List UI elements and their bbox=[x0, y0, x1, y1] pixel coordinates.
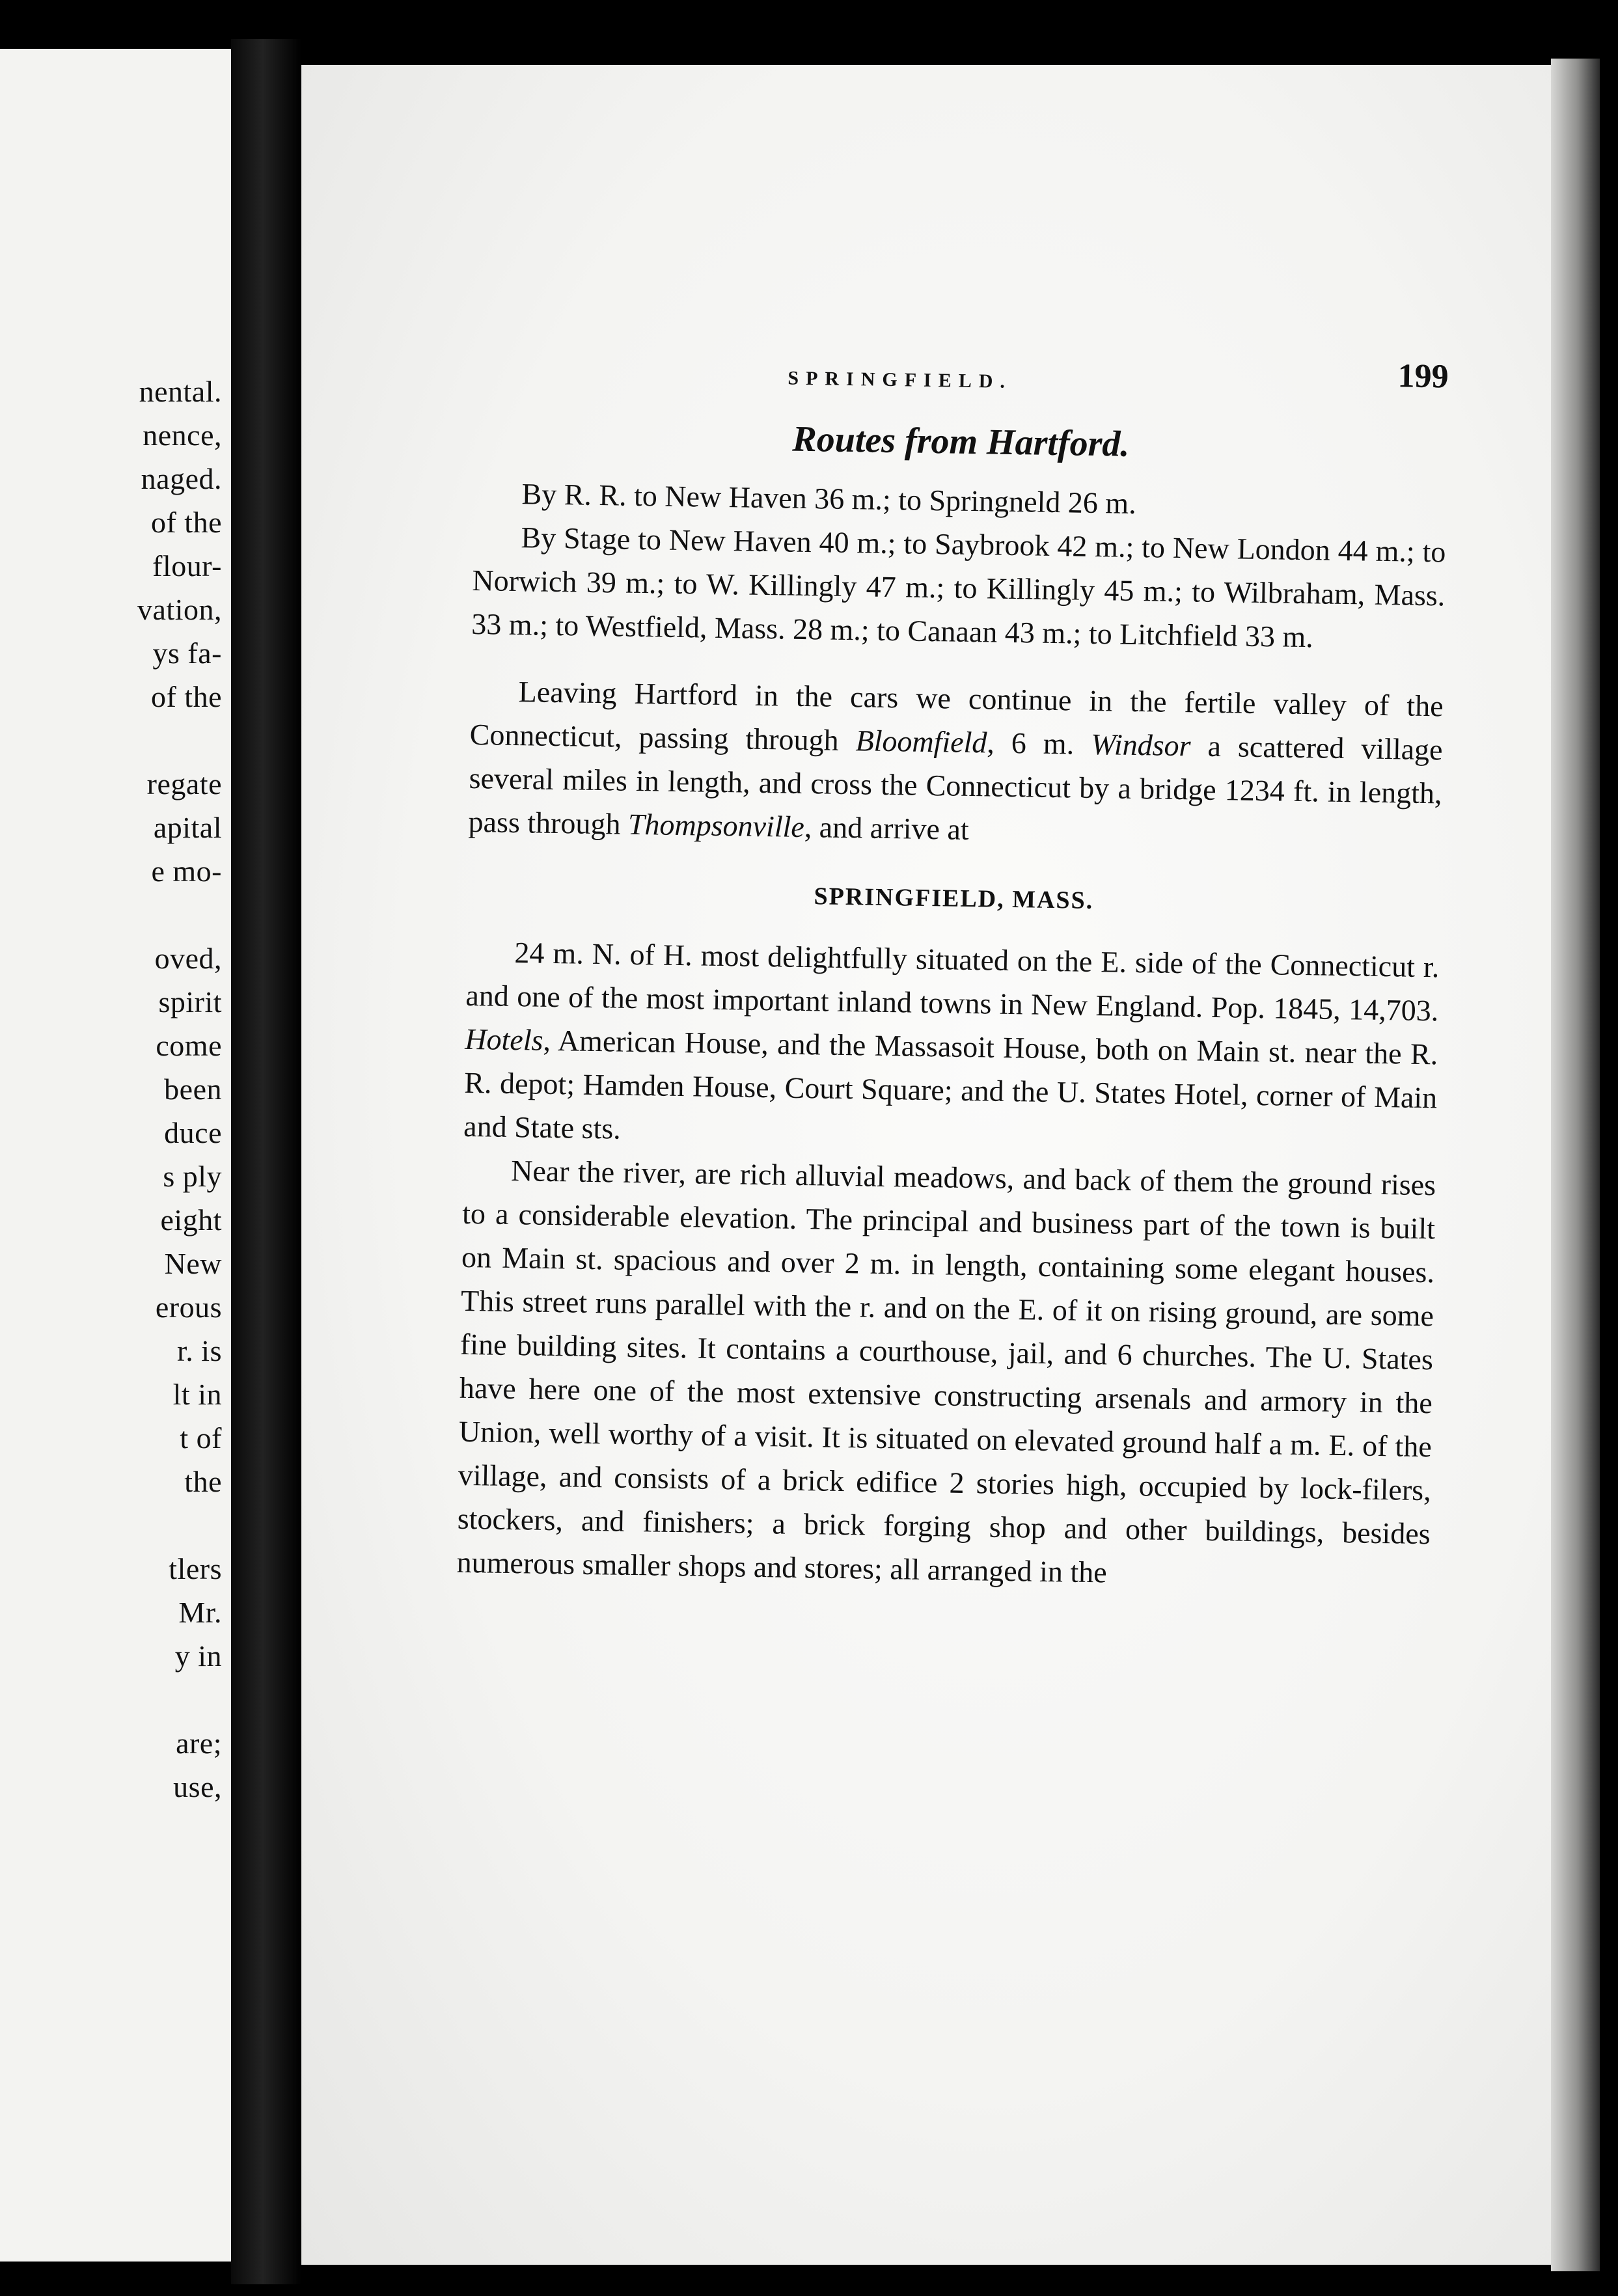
facing-line: tlers bbox=[169, 1552, 222, 1585]
paragraph-springfield-description: Near the river, are rich alluvial meadows, and back of them the ground rises to a considerable elevation. The principal and business part of the town is built on Main st. spacious and over 2 m. in length, containing some elegant houses. This street runs parallel with the r. and on the E. of it on rising ground, are some fine building sites. It contains a courthouse, jail, and 6 churches. The U. States have here one of the most extensive constructing arsenals and armory in the Union, well worthy of a visit. It is situated on elevated ground half a m. E. of the village, and consists of a brick edifice 2 stories high, occupied by lock-filers, stockers, and finishers; a brick forging shop and other buildings, besides numerous smaller shops and stores; all arranged in the bbox=[456, 1154, 1436, 1589]
text-run: Leaving Hartford in the cars we continue in the fertile valley of the Connecticut, passing through bbox=[469, 675, 1444, 758]
facing-line: been bbox=[164, 1073, 222, 1106]
facing-line: spirit bbox=[158, 985, 222, 1018]
place-name-windsor: Windsor bbox=[1090, 727, 1191, 763]
facing-line: regate bbox=[146, 767, 222, 800]
facing-line: of the bbox=[150, 506, 222, 539]
facing-line: s ply bbox=[163, 1160, 222, 1193]
facing-line: naged. bbox=[141, 462, 222, 495]
facing-line: e mo- bbox=[151, 854, 222, 888]
facing-line: apital bbox=[153, 811, 222, 844]
facing-line: duce bbox=[164, 1116, 222, 1149]
facing-line: nental. bbox=[139, 375, 222, 408]
text-run: 24 m. N. of H. most delightfully situated on the E. side of the Connecticut r. and one of the most important inland towns in New England. Pop. 1845, 14,703. bbox=[465, 936, 1440, 1028]
section-heading-springfield: SPRINGFIELD, MASS. bbox=[814, 882, 1094, 915]
text-run: , 6 m. bbox=[987, 726, 1091, 761]
section-heading-routes: Routes from Hartford. bbox=[791, 418, 1130, 465]
routes-by-rail: By R. R. to New Haven 36 m.; to Springneld 26 m. bbox=[521, 477, 1137, 520]
facing-line: erous bbox=[155, 1291, 222, 1324]
facing-line: r. is bbox=[177, 1334, 222, 1367]
facing-line: are; bbox=[176, 1727, 222, 1760]
text-run: a scattered village several miles in length, and cross the Connecticut by a bridge 1234 ft. in length, pass through bbox=[468, 729, 1443, 841]
facing-line: flour- bbox=[152, 549, 222, 582]
facing-line: come bbox=[156, 1029, 222, 1062]
place-name-bloomfield: Bloomfield bbox=[855, 724, 987, 759]
facing-line: y in bbox=[174, 1639, 222, 1673]
running-title: SPRINGFIELD. bbox=[788, 367, 1013, 392]
facing-line: t of bbox=[180, 1421, 222, 1455]
book-gutter bbox=[231, 39, 301, 2284]
place-name-thompsonville: Thompsonville bbox=[627, 807, 805, 844]
facing-line: eight bbox=[160, 1203, 222, 1237]
facing-line: ys fa- bbox=[152, 636, 222, 670]
page-content bbox=[456, 351, 1449, 1599]
routes-by-stage: By Stage to New Haven 40 m.; to Saybrook 42 m.; to New London 44 m.; to Norwich 39 m.; to W. Killingly 47 m.; to Killingly 45 m.; to Wilbraham, Mass. 33 m.; to Westfield, Mass. 28 m.; to Canaan 43 m.; to Litchfield 33 m. bbox=[471, 521, 1446, 654]
facing-line: lt in bbox=[172, 1378, 222, 1411]
facing-line: oved, bbox=[154, 942, 222, 975]
paragraph-leaving-hartford bbox=[468, 669, 1444, 858]
text-run: , American House, and the Massasoit House, both on Main st. near the R. R. depot; Hamden House, Court Square; and the U. States Hotel, corner of Main and State sts. bbox=[463, 1023, 1438, 1145]
page-number: 199 bbox=[1397, 357, 1449, 396]
text-run: , and arrive at bbox=[804, 810, 970, 846]
book-page bbox=[301, 65, 1551, 2265]
facing-line: New bbox=[164, 1247, 222, 1280]
facing-line: vation, bbox=[137, 593, 222, 626]
facing-line: use, bbox=[173, 1770, 222, 1803]
paragraph-springfield-intro bbox=[463, 930, 1440, 1163]
facing-line: Mr. bbox=[178, 1596, 222, 1629]
facing-line: of the bbox=[150, 680, 222, 713]
facing-page bbox=[0, 49, 231, 2262]
facing-line: the bbox=[184, 1465, 222, 1498]
hotels-label: Hotels bbox=[465, 1022, 543, 1057]
page-edge-shadow bbox=[1551, 59, 1600, 2271]
facing-line: nence, bbox=[143, 418, 222, 452]
